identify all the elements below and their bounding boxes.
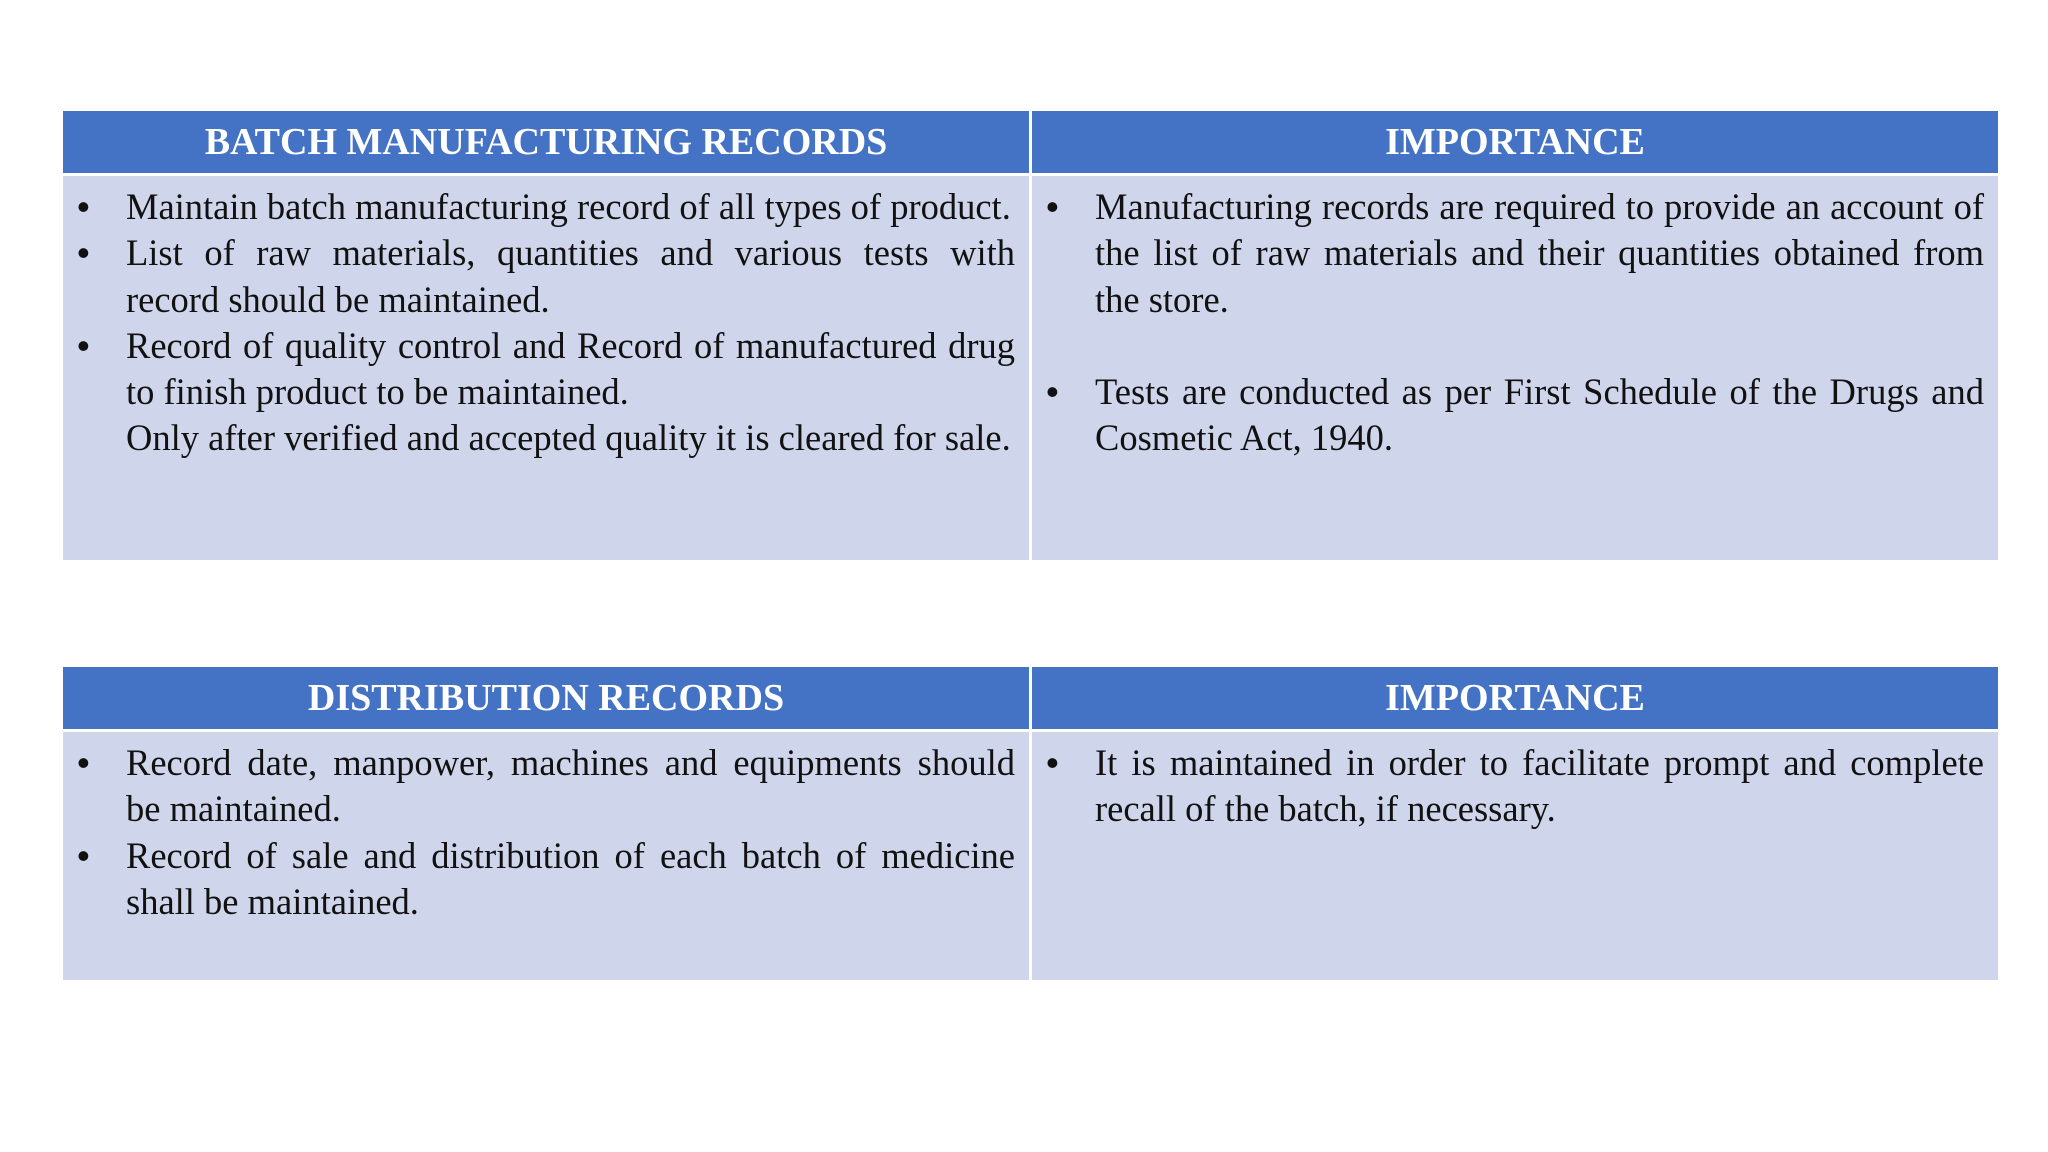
batch-records-cell	[62, 175, 1031, 562]
batch-records-table	[60, 108, 2001, 563]
batch-importance-list	[1032, 184, 1984, 461]
list-item: • List of raw materials, quantities and various tests with record should be maintained.	[63, 230, 1015, 323]
batch-importance-cell	[1031, 175, 2000, 562]
list-item: • Record of quality control and Record of manufactured drug to finish product to be maintained.	[63, 323, 1015, 416]
list-item: • Record date, manpower, machines and equipments should be maintained.	[63, 740, 1015, 833]
batch-importance-header: IMPORTANCE	[1031, 110, 2000, 175]
list-item: • Record of sale and distribution of each batch of medicine shall be maintained.	[63, 833, 1015, 926]
distribution-records-table	[60, 664, 2001, 983]
distribution-records-cell	[62, 731, 1031, 982]
batch-records-note: Only after verified and accepted quality it is cleared for sale.	[126, 417, 1011, 459]
distribution-records-header: DISTRIBUTION RECORDS	[62, 666, 1031, 731]
batch-records-header: BATCH MANUFACTURING RECORDS	[62, 110, 1031, 175]
distribution-records-list	[63, 740, 1015, 925]
distribution-importance-header: IMPORTANCE	[1031, 666, 2000, 731]
distribution-importance-list	[1032, 740, 1984, 833]
distribution-importance-cell	[1031, 731, 2000, 982]
list-item: • It is maintained in order to facilitate prompt and complete recall of the batch, if necessary.	[1032, 740, 1984, 833]
list-item: • Tests are conducted as per First Schedule of the Drugs and Cosmetic Act, 1940.	[1032, 369, 1984, 462]
list-item: • Manufacturing records are required to provide an account of the list of raw materials and their quantities obtained from the store.	[1032, 184, 1984, 323]
batch-records-list	[63, 184, 1015, 415]
list-item: • Maintain batch manufacturing record of all types of product.	[63, 184, 1015, 230]
